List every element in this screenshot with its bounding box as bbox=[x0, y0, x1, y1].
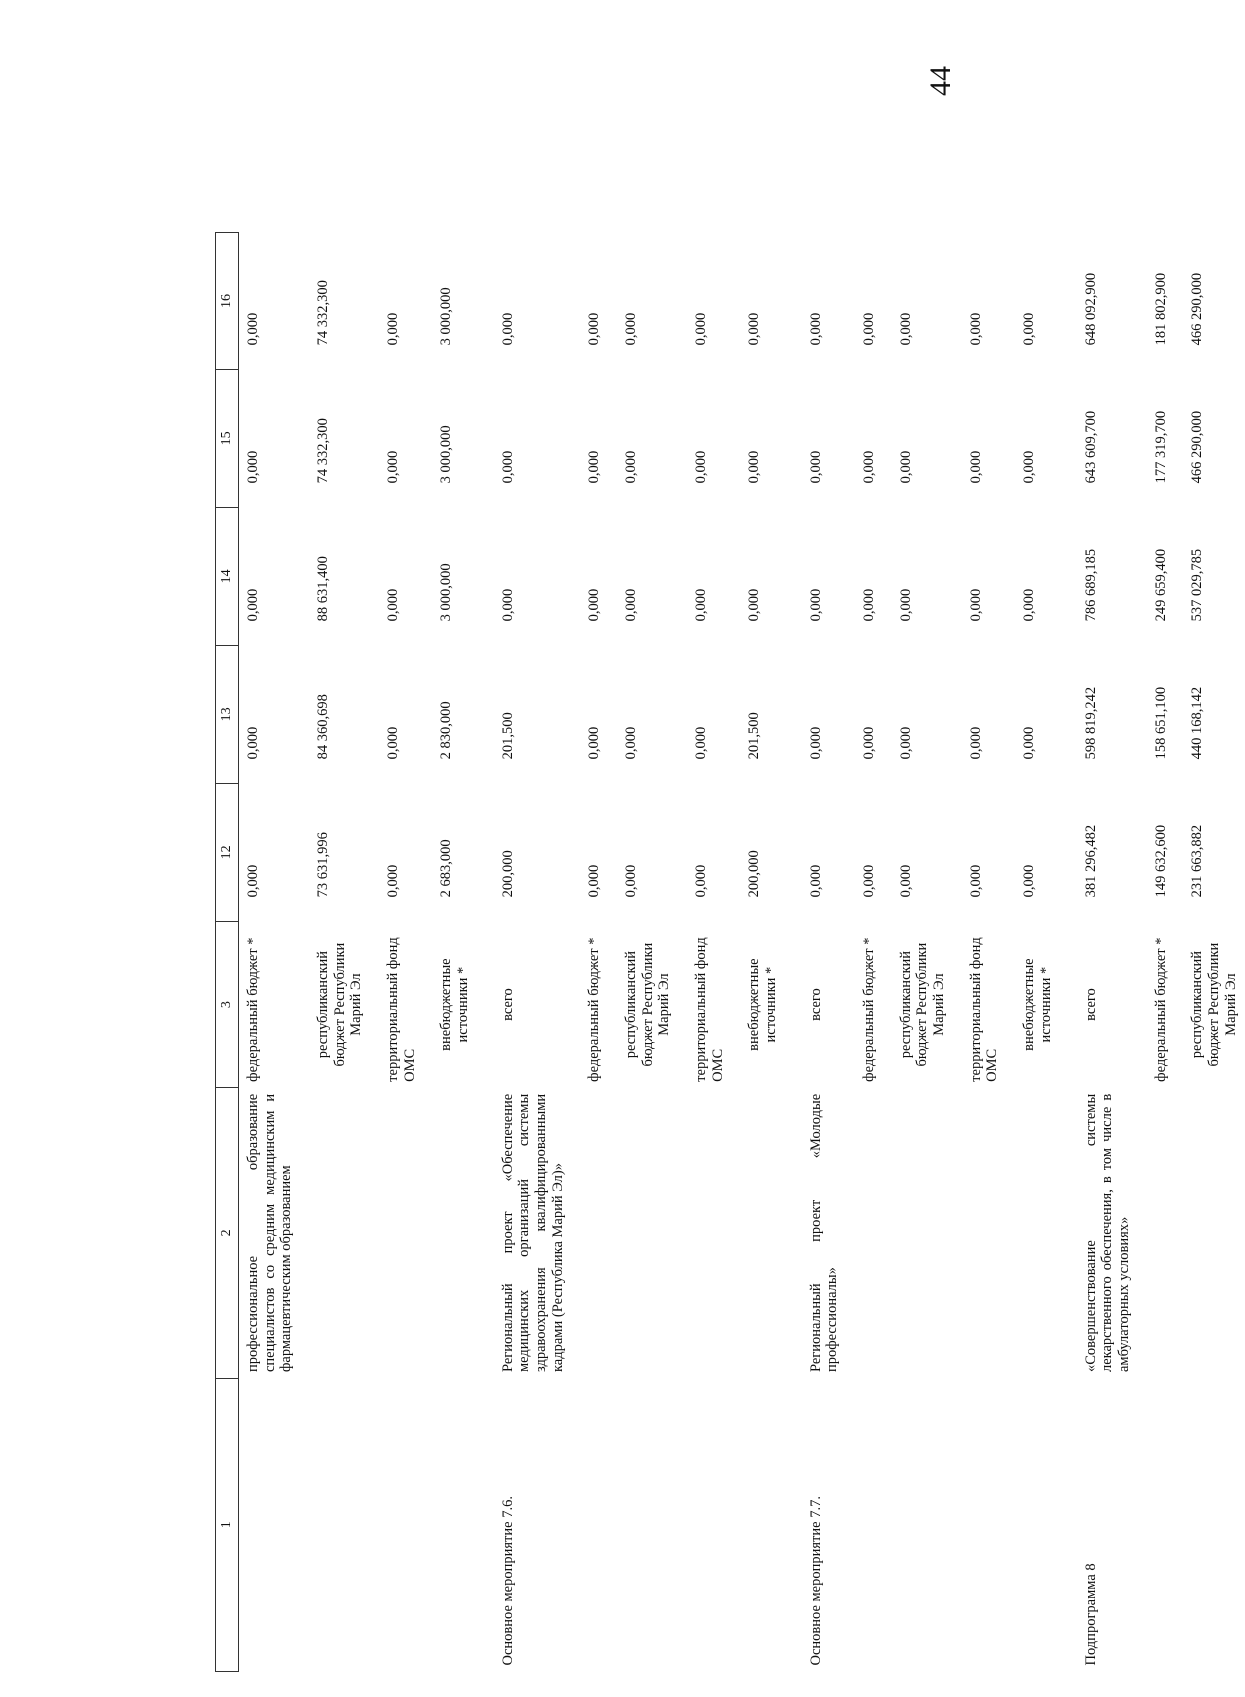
value-col-15: 0,000 bbox=[967, 450, 984, 484]
col-header-15: 15 bbox=[216, 369, 239, 507]
funding-source: федеральный бюджет * bbox=[586, 937, 603, 1082]
row-description bbox=[847, 1088, 884, 1378]
value-col-15: 0,000 bbox=[693, 450, 710, 484]
value-col-12: 0,000 bbox=[693, 864, 710, 898]
row-description bbox=[572, 1088, 609, 1378]
value-col-12: 0,000 bbox=[807, 864, 824, 898]
value-col-12: 200,000 bbox=[499, 850, 516, 898]
row-label bbox=[239, 1378, 302, 1671]
value-col-14: 0,000 bbox=[807, 588, 824, 622]
value-col-13: 0,000 bbox=[897, 726, 914, 760]
col-header-1: 1 bbox=[216, 1378, 239, 1671]
value-col-16: 3 000,000 bbox=[438, 287, 455, 346]
row-label bbox=[371, 1378, 424, 1671]
row-label bbox=[424, 1378, 477, 1671]
value-col-14: 537 029,785 bbox=[1189, 548, 1206, 622]
value-col-12: 0,000 bbox=[623, 864, 640, 898]
value-col-16: 0,000 bbox=[245, 312, 261, 346]
value-col-13: 2 830,000 bbox=[438, 701, 455, 760]
table-row bbox=[371, 233, 424, 1672]
row-description bbox=[732, 1088, 785, 1378]
value-col-15: 74 332,300 bbox=[315, 418, 332, 484]
funding-source: федеральный бюджет * bbox=[861, 937, 878, 1082]
value-col-13: 0,000 bbox=[861, 726, 878, 760]
value-col-15: 177 319,700 bbox=[1152, 410, 1169, 484]
value-col-15: 0,000 bbox=[807, 450, 824, 484]
table-body bbox=[239, 233, 1245, 1672]
col-header-14: 14 bbox=[216, 507, 239, 645]
table-row bbox=[847, 233, 884, 1672]
value-col-13: 0,000 bbox=[245, 726, 261, 760]
value-col-12: 381 296,482 bbox=[1082, 824, 1099, 898]
value-col-15: 0,000 bbox=[245, 450, 261, 484]
funding-source: внебюджетные источники * bbox=[746, 958, 780, 1051]
value-col-12: 0,000 bbox=[586, 864, 603, 898]
row-description: Региональный проект «Молодые профессионалы» bbox=[807, 1093, 841, 1373]
value-col-15: 0,000 bbox=[586, 450, 603, 484]
row-description bbox=[884, 1088, 954, 1378]
row-label bbox=[1139, 1378, 1176, 1671]
value-col-14: 88 631,400 bbox=[315, 556, 332, 622]
row-description bbox=[954, 1088, 1007, 1378]
value-col-14: 0,000 bbox=[385, 588, 402, 622]
row-label bbox=[301, 1378, 371, 1671]
value-col-15: 0,000 bbox=[1021, 450, 1038, 484]
funding-source: всего bbox=[499, 988, 516, 1021]
row-description bbox=[679, 1088, 732, 1378]
col-header-16: 16 bbox=[216, 233, 239, 370]
value-col-12: 0,000 bbox=[385, 864, 402, 898]
funding-source: федеральный бюджет * bbox=[245, 937, 261, 1082]
table-row bbox=[1007, 233, 1060, 1672]
value-col-12: 149 632,600 bbox=[1152, 824, 1169, 898]
value-col-15: 466 290,000 bbox=[1189, 410, 1206, 484]
row-label bbox=[679, 1378, 732, 1671]
value-col-16: 0,000 bbox=[499, 312, 516, 346]
value-col-15: 643 609,700 bbox=[1082, 410, 1099, 484]
value-col-12: 73 631,996 bbox=[315, 832, 332, 898]
value-col-13: 440 168,142 bbox=[1189, 686, 1206, 760]
value-col-14: 0,000 bbox=[586, 588, 603, 622]
row-description bbox=[424, 1088, 477, 1378]
funding-source: внебюджетные источники * bbox=[438, 958, 472, 1051]
value-col-14: 0,000 bbox=[693, 588, 710, 622]
value-col-14: 3 000,000 bbox=[438, 563, 455, 622]
table-row bbox=[239, 233, 302, 1672]
funding-source: федеральный бюджет * bbox=[1152, 937, 1169, 1082]
value-col-13: 0,000 bbox=[693, 726, 710, 760]
value-col-15: 0,000 bbox=[746, 450, 763, 484]
table-row bbox=[572, 233, 609, 1672]
table-row bbox=[884, 233, 954, 1672]
table-row bbox=[478, 233, 573, 1672]
row-label bbox=[732, 1378, 785, 1671]
row-description bbox=[1007, 1088, 1060, 1378]
value-col-12: 0,000 bbox=[967, 864, 984, 898]
value-col-12: 231 663,882 bbox=[1189, 824, 1206, 898]
table-row bbox=[1175, 233, 1245, 1672]
value-col-13: 598 819,242 bbox=[1082, 686, 1099, 760]
value-col-16: 0,000 bbox=[1021, 312, 1038, 346]
value-col-13: 0,000 bbox=[1021, 726, 1038, 760]
page-number: 44 bbox=[924, 66, 957, 96]
value-col-16: 74 332,300 bbox=[315, 280, 332, 346]
value-col-14: 0,000 bbox=[1021, 588, 1038, 622]
value-col-13: 0,000 bbox=[807, 726, 824, 760]
value-col-13: 201,500 bbox=[499, 712, 516, 760]
row-label bbox=[847, 1378, 884, 1671]
funding-source: республиканский бюджет Республики Марий Эл bbox=[1189, 942, 1239, 1067]
value-col-13: 84 360,698 bbox=[315, 694, 332, 760]
row-description bbox=[301, 1088, 371, 1378]
value-col-13: 158 651,100 bbox=[1152, 686, 1169, 760]
value-col-12: 0,000 bbox=[1021, 864, 1038, 898]
value-col-14: 786 689,185 bbox=[1082, 548, 1099, 622]
value-col-13: 201,500 bbox=[746, 712, 763, 760]
value-col-16: 0,000 bbox=[897, 312, 914, 346]
col-header-2: 2 bbox=[216, 1088, 239, 1378]
col-header-12: 12 bbox=[216, 783, 239, 921]
value-col-14: 0,000 bbox=[746, 588, 763, 622]
value-col-16: 0,000 bbox=[385, 312, 402, 346]
value-col-12: 0,000 bbox=[245, 864, 261, 898]
row-label bbox=[609, 1378, 679, 1671]
funding-source: республиканский бюджет Республики Марий Эл bbox=[315, 942, 365, 1067]
row-description bbox=[371, 1088, 424, 1378]
table-row bbox=[732, 233, 785, 1672]
funding-source: территориальный фонд ОМС bbox=[693, 937, 726, 1082]
value-col-15: 3 000,000 bbox=[438, 425, 455, 484]
row-description bbox=[609, 1088, 679, 1378]
row-label bbox=[572, 1378, 609, 1671]
value-col-12: 0,000 bbox=[861, 864, 878, 898]
row-label bbox=[884, 1378, 954, 1671]
value-col-12: 2 683,000 bbox=[438, 839, 455, 898]
funding-source: республиканский бюджет Республики Марий Эл bbox=[897, 942, 948, 1067]
row-label: Подпрограмма 8 bbox=[1082, 1563, 1099, 1666]
row-description: Региональный проект «Обеспечение медицинских организаций системы здравоохранения квалифицированными кадрами (Республика Марий Эл)» bbox=[499, 1093, 566, 1373]
funding-source: территориальный фонд ОМС bbox=[385, 937, 418, 1082]
row-label bbox=[954, 1378, 1007, 1671]
value-col-13: 0,000 bbox=[967, 726, 984, 760]
value-col-14: 249 659,400 bbox=[1152, 548, 1169, 622]
value-col-12: 200,000 bbox=[746, 850, 763, 898]
value-col-15: 0,000 bbox=[623, 450, 640, 484]
table-row bbox=[679, 233, 732, 1672]
value-col-16: 0,000 bbox=[967, 312, 984, 346]
value-col-16: 0,000 bbox=[623, 312, 640, 346]
value-col-13: 0,000 bbox=[586, 726, 603, 760]
row-label bbox=[1175, 1378, 1245, 1671]
value-col-15: 0,000 bbox=[861, 450, 878, 484]
row-description bbox=[1139, 1088, 1176, 1378]
row-label: Основное мероприятие 7.7. bbox=[807, 1496, 824, 1666]
budget-table bbox=[215, 232, 1245, 1672]
value-col-14: 0,000 bbox=[245, 588, 261, 622]
row-description bbox=[1175, 1088, 1245, 1378]
funding-source: всего bbox=[807, 988, 824, 1021]
row-description: профессиональное образование специалистов со средним медицинским и фармацевтическим образованием bbox=[245, 1093, 295, 1373]
funding-source: территориальный фонд ОМС bbox=[967, 937, 1001, 1082]
value-col-15: 0,000 bbox=[499, 450, 516, 484]
value-col-16: 466 290,000 bbox=[1189, 272, 1206, 346]
value-col-12: 0,000 bbox=[897, 864, 914, 898]
value-col-16: 0,000 bbox=[693, 312, 710, 346]
table-row bbox=[1061, 233, 1139, 1672]
value-col-15: 0,000 bbox=[385, 450, 402, 484]
value-col-15: 0,000 bbox=[897, 450, 914, 484]
row-label bbox=[1007, 1378, 1060, 1671]
value-col-16: 0,000 bbox=[861, 312, 878, 346]
value-col-14: 0,000 bbox=[623, 588, 640, 622]
value-col-14: 0,000 bbox=[897, 588, 914, 622]
table-row bbox=[424, 233, 477, 1672]
value-col-16: 0,000 bbox=[586, 312, 603, 346]
table-row bbox=[786, 233, 847, 1672]
column-number-row bbox=[216, 233, 239, 1672]
row-label: Основное мероприятие 7.6. bbox=[499, 1496, 516, 1666]
col-header-3: 3 bbox=[216, 921, 239, 1087]
value-col-14: 0,000 bbox=[861, 588, 878, 622]
funding-source: республиканский бюджет Республики Марий Эл bbox=[623, 942, 673, 1067]
col-header-13: 13 bbox=[216, 645, 239, 783]
funding-source: всего bbox=[1082, 988, 1099, 1021]
funding-source: внебюджетные источники * bbox=[1021, 958, 1054, 1051]
table-row bbox=[301, 233, 371, 1672]
value-col-16: 0,000 bbox=[807, 312, 824, 346]
value-col-13: 0,000 bbox=[385, 726, 402, 760]
row-description: «Совершенствование системы лекарственного обеспечения, в том числе в амбулаторных условиях» bbox=[1082, 1093, 1132, 1373]
value-col-16: 0,000 bbox=[746, 312, 763, 346]
value-col-16: 181 802,900 bbox=[1152, 272, 1169, 346]
table-row bbox=[1139, 233, 1176, 1672]
value-col-14: 0,000 bbox=[499, 588, 516, 622]
table-row bbox=[954, 233, 1007, 1672]
rotated-table-container bbox=[215, 232, 1239, 1672]
value-col-14: 0,000 bbox=[967, 588, 984, 622]
value-col-13: 0,000 bbox=[623, 726, 640, 760]
table-row bbox=[609, 233, 679, 1672]
value-col-16: 648 092,900 bbox=[1082, 272, 1099, 346]
